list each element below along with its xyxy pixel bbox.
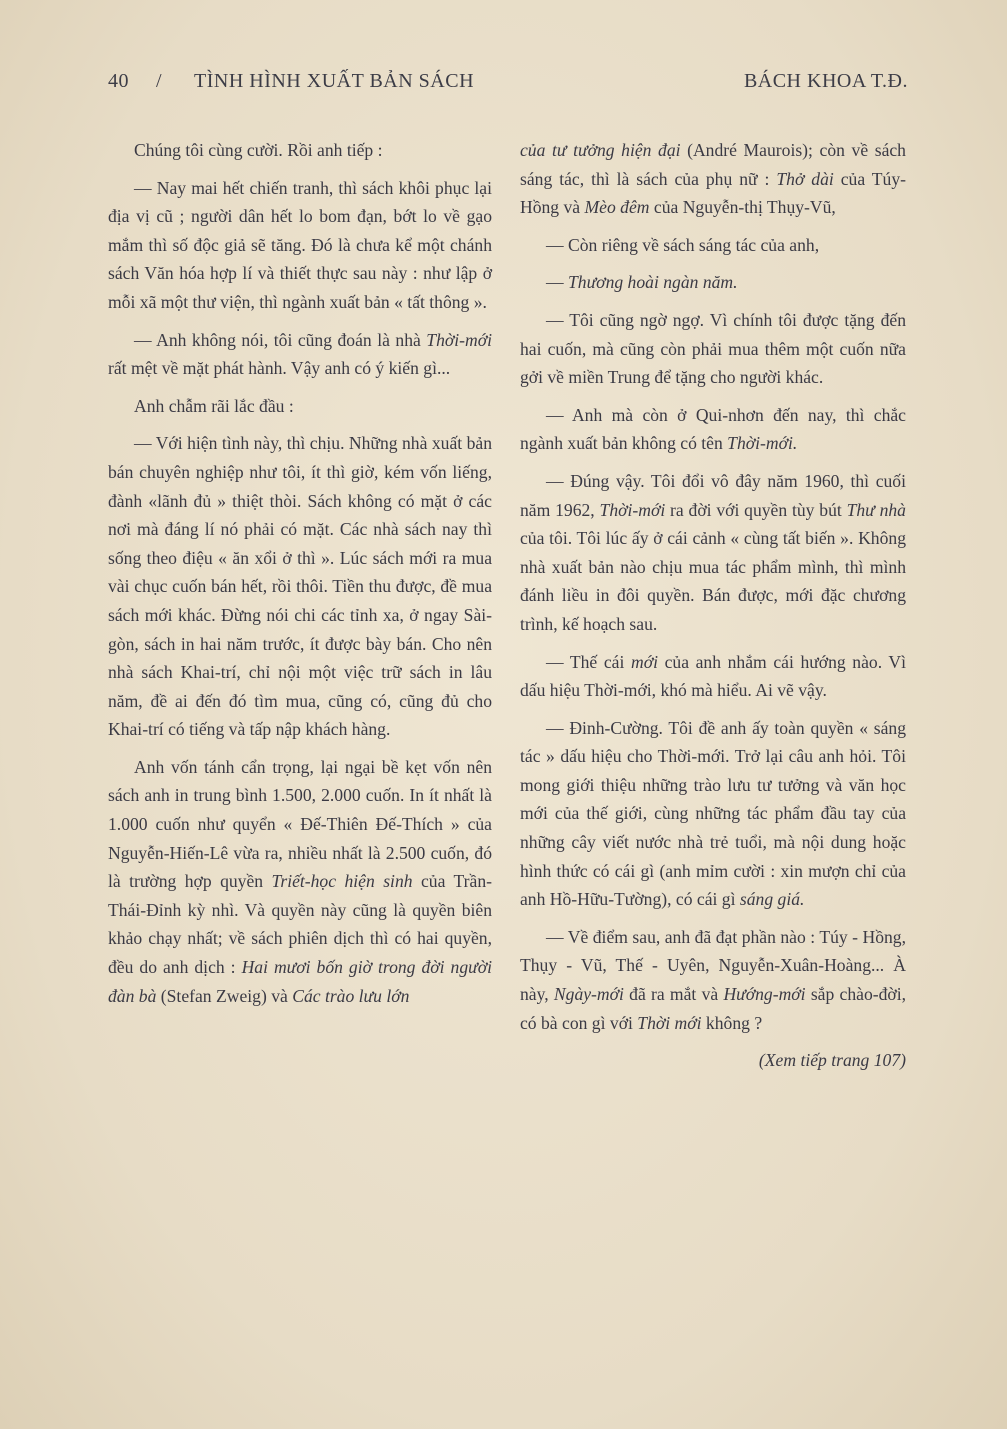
text-run: — Về điểm sau, anh đã đạt phần nào : Túy - Hồng, Thụy - Vũ, Thế - Uyên, Nguyễn-Xuân-Hoàng... À này, (520, 926, 906, 1005)
left-column (108, 136, 492, 1019)
italic-title: Thời-mới (599, 499, 666, 520)
text-run: của Túy-Hồng và (520, 168, 906, 218)
paragraph (520, 268, 906, 297)
paragraph: Chúng tôi cùng cười. Rồi anh tiếp : (134, 140, 383, 160)
paragraph: — Còn riêng về sách sáng tác của anh, (546, 234, 820, 255)
text-run: (Stefan Zweig) và (156, 985, 293, 1006)
paragraph: — Nay mai hết chiến tranh, thì sách khôi phục lại địa vị cũ ; người dân hết lo bom đạn, bớt lo về gạo mắm thì số độc giả sẽ tăng. Đó là chưa kể một chánh sách Văn hóa hợp lí và thiết thực sau này : như lập ở mỗi xã một thư viện, thì ngành xuất bản « tất thông ». (108, 177, 492, 312)
paragraph (520, 401, 906, 458)
continued-note: (Xem tiếp trang 107) (758, 1050, 906, 1071)
paragraph: — Tôi cũng ngờ ngợ. Vì chính tôi được tặng đến hai cuốn, mà cũng còn phải mua thêm một cuốn nữa gởi về miền Trung để tặng cho người khác. (520, 309, 906, 388)
italic-title: của tư tưởng hiện đại (520, 140, 681, 160)
italic-title: Thư nhà (846, 499, 906, 520)
text-run: — Anh mà còn ở Qui-nhơn đến nay, thì chắc ngành xuất bản không có tên (520, 404, 906, 454)
text-run: không ? (701, 1012, 763, 1033)
italic-title: Mèo đêm (584, 197, 650, 218)
italic-title: Thương hoài ngàn năm. (568, 272, 738, 293)
italic-title: Hai mươi bốn giờ trong đời người đàn bà (108, 957, 492, 1006)
text-run: (André Maurois); còn về sách sáng tác, thì là sách của phụ nữ : (520, 140, 906, 189)
page-number: 40 (108, 70, 129, 92)
header-separator: / (156, 70, 163, 92)
paragraph (520, 714, 906, 914)
italic-title: Ngày-mới (553, 984, 624, 1005)
right-column (520, 136, 906, 1084)
italic-title: Thời-mới (426, 329, 492, 350)
text-run: của tôi. Tôi lúc ấy ở cái cảnh « cùng tất biến ». Không nhà xuất bản nào chịu mua tác phẩm mình, thì mình đánh liều in đôi quyền. Bán được, mới đặc chương trình, kế hoạch sau. (520, 528, 906, 634)
page-header (108, 70, 908, 100)
italic-title: Hướng-mới (723, 984, 806, 1005)
text-run: rất mệt về mặt phát hành. Vậy anh có ý kiến gì... (108, 358, 451, 379)
text-run: của Trần-Thái-Đỉnh kỳ nhì. Và quyền này cũng là quyền biên khảo chạy nhất; về sách phiên dịch thì có hai quyền, đều do anh dịch : (108, 871, 492, 978)
italic-title: Thời-mới. (727, 433, 798, 454)
italic-title: Thở dài (776, 168, 834, 189)
paragraph (108, 753, 492, 1010)
article-title: TÌNH HÌNH XUẤT BẢN SÁCH (194, 70, 475, 92)
italic-title: Các trào lưu lớn (292, 985, 410, 1006)
text-run: đã ra mắt và (623, 984, 724, 1005)
paragraph (520, 136, 906, 222)
paragraph: Anh chẫm rãi lắc đầu : (134, 395, 294, 416)
italic-title: Triết-học hiện sinh (271, 871, 413, 892)
text-run: — Đinh-Cường. Tôi đề anh ấy toàn quyền « sáng tác » dấu hiệu cho Thời-mới. Trở lại câu anh hỏi. Tôi mong giới thiệu những trào lưu tư tưởng và văn học mới của thế giới, cùng những tác phẩm đầu tay của những cây viết nước nhà trẻ tuổi, mà nội dung hoặc hình thức có cái gì (anh mỉm cười : xin mượn chỉ của anh Hồ-Hữu-Tường), có cái gì (520, 717, 906, 910)
italic-title: mới (630, 651, 658, 672)
text-run: — Thế cái (546, 651, 631, 672)
text-run: của Nguyễn-thị Thụy-Vũ, (649, 197, 836, 218)
paragraph: — Với hiện tình này, thì chịu. Những nhà xuất bản bán chuyên nghiệp như tôi, ít thì giờ, kém vốn liếng, đành «lãnh đủ » thiệt thòi. Sách không có mặt ở các nơi mà đáng lí nó phải có mặt. Các nhà sách nay thì sống theo điệu « ăn xổi ở thì ». Lúc sách mới ra mua vài chục cuốn bán hết, rồi thôi. Tiền thu được, đề mua sách mới khác. Đừng nói chi các tỉnh xa, ở ngay Sài-gòn, sách in hai năm trước, ít được bày bán. Cho nên nhà sách Khai-trí, chỉ nội một việc trữ sách in lâu năm, đề ai đến đó tìm mua, cũng có, cũng đủ cho Khai-trí có tiếng và tấp nập khách hàng. (108, 433, 492, 740)
text-run: sắp chào-đời, có bà con gì với (520, 984, 906, 1033)
text-run: — Đúng vậy. Tôi đổi vô đây năm 1960, thì cuối năm 1962, (520, 470, 906, 520)
text-run: — (546, 272, 568, 293)
italic-title: sáng giá. (739, 889, 805, 910)
paragraph (108, 326, 492, 383)
text-run: của anh nhắm cái hướng nào. Vì dấu hiệu Thời-mới, khó mà hiểu. Ai vẽ vậy. (520, 651, 906, 701)
text-run: ra đời với quyền tùy bút (665, 499, 847, 520)
text-run: Anh vốn tánh cẩn trọng, lại ngại bề kẹt vốn nên sách anh in trung bình 1.500, 2.000 cuốn. In ít nhất là 1.000 cuốn như quyển « Đế-Thiên Đế-Thích » của Nguyễn-Hiến-Lê vừa ra, nhiều nhất là 2.500 cuốn, đó là trường hợp quyền (108, 756, 492, 892)
paragraph (520, 467, 906, 639)
text-run: — Anh không nói, tôi cũng đoán là nhà (134, 329, 427, 350)
paragraph (520, 923, 906, 1037)
magazine-name: BÁCH KHOA T.Đ. (743, 70, 908, 92)
paragraph (520, 648, 906, 705)
italic-title: Thời mới (637, 1012, 702, 1033)
